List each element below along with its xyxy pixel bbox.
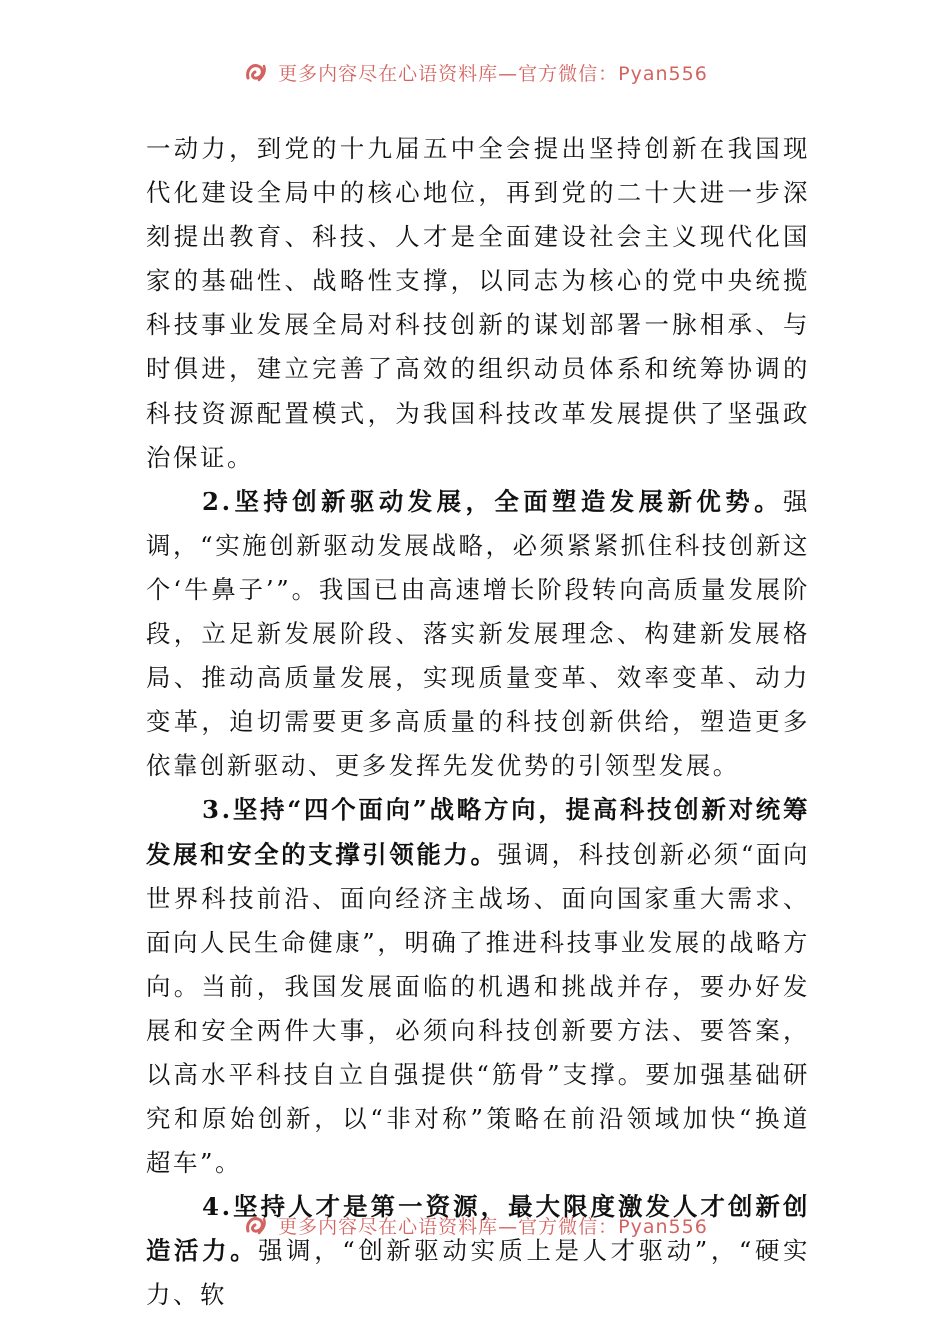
watermark-text: 更多内容尽在心语资料库—官方微信：Pyan556 [278,62,708,85]
paragraph-2-heading: 2.坚持创新驱动发展，全面塑造发展新优势。 [202,486,783,516]
paragraph-3 [146,788,810,1185]
paragraph-1-body: 一动力，到党的十九届五中全会提出坚持创新在我国现代化建设全局中的核心地位，再到党的二十大进一步深刻提出教育、科技、人才是全面建设社会主义现代化国家的基础性、战略性支撑，以同志为核心的党中央统揽科技事业发展全局对科技创新的谋划部署一脉相承、与时俱进，建立完善了高效的组织动员体系和统筹协调的科技资源配置模式，为我国科技改革发展提供了坚强政治保证。 [146,134,810,472]
watermark-footer [0,1205,950,1245]
watermark-logo-icon [242,1211,270,1239]
paragraph-2-body: 强调，“实施创新驱动发展战略，必须紧紧抓住科技创新这个‘牛鼻子’”。我国已由高速增长阶段转向高质量发展阶段，立足新发展阶段、落实新发展理念、构建新发展格局、推动高质量发展，实现质量变革、效率变革、动力变革，迫切需要更多高质量的科技创新供给，塑造更多依靠创新驱动、更多发挥先发优势的引领型发展。 [146,486,810,781]
document-body [146,127,810,1318]
paragraph-3-heading: 3.坚持“四个面向”战略方向，提高科技创新对统筹发展和安全的支撑引领能力。 [146,795,810,869]
paragraph-4-body: 强调，“创新驱动实质上是人才驱动”，“硬实力、软 [146,1236,811,1310]
watermark-logo-icon [242,58,270,86]
paragraph-2 [146,480,810,789]
paragraph-3-body: 强调，科技创新必须“面向世界科技前沿、面向经济主战场、面向国家重大需求、面向人民生命健康”，明确了推进科技事业发展的战略方向。当前，我国发展面临的机遇和挑战并存，要办好发展和安全两件大事，必须向科技创新要方法、要答案，以高水平科技自立自强提供“筋骨”支撑。要加强基础研究和原始创新，以“非对称”策略在前沿领域加快“换道超车”。 [146,839,810,1178]
paragraph-4-heading: 4.坚持人才是第一资源，最大限度激发人才创新创造活力。 [146,1192,810,1266]
watermark-header [0,52,950,92]
watermark-text: 更多内容尽在心语资料库—官方微信：Pyan556 [278,1215,708,1238]
paragraph-1 [146,127,810,480]
